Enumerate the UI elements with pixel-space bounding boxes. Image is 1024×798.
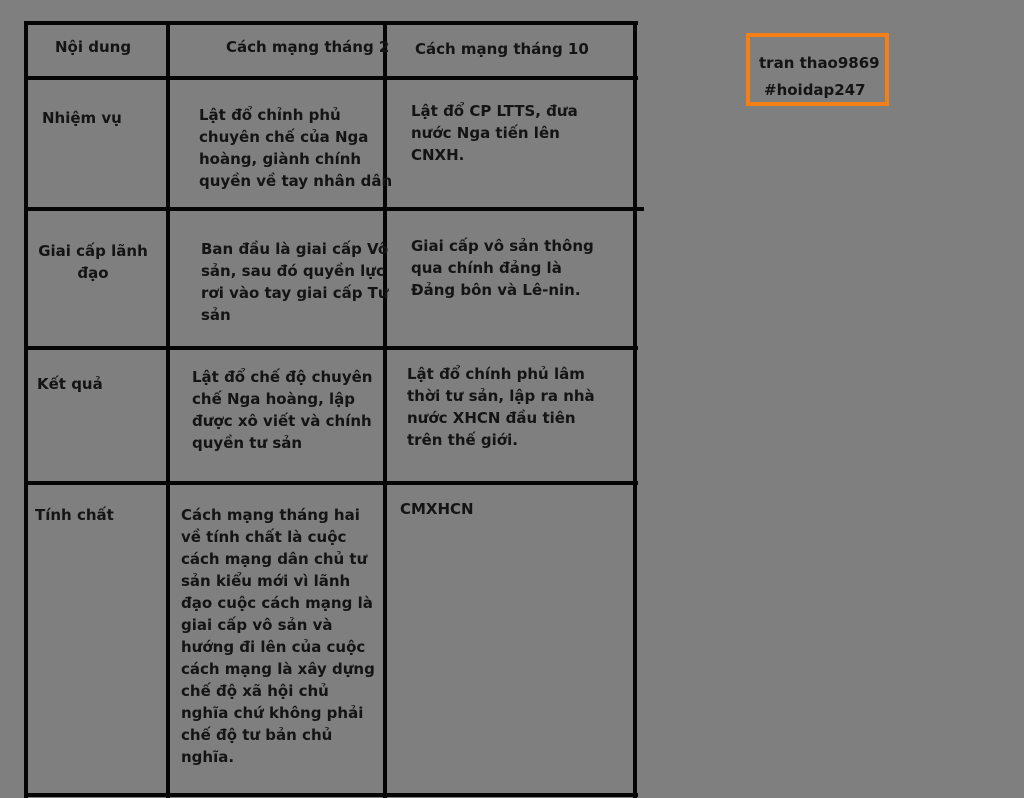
table-border-right <box>633 21 637 798</box>
table-row-divider <box>24 207 644 211</box>
row-label-leading-class: Giai cấp lãnh đạo <box>38 242 148 282</box>
table-row-divider <box>24 481 638 485</box>
header-cell-october: Cách mạng tháng 10 <box>415 40 589 58</box>
cell-nature-october: CMXHCN <box>400 500 474 518</box>
row-label-mission: Nhiệm vụ <box>42 109 122 127</box>
cell-result-october: Lật đổ chính phủ lâm thời tư sản, lập ra nhà nước XHCN đầu tiên trên thế giới. <box>407 365 595 449</box>
author-hashtag: #hoidap247 <box>764 81 866 99</box>
cell-mission-february: Lật đổ chỉnh phủ chuyên chế của Nga hoàng, giành chính quyền về tay nhân dân <box>199 106 393 190</box>
author-username: tran thao9869 <box>759 54 880 72</box>
cell-result-february: Lật đổ chế độ chuyên chế Nga hoàng, lập được xô viết và chính quyền tư sản <box>192 368 373 452</box>
row-label-nature: Tính chất <box>35 506 114 524</box>
cell-nature-february: Cách mạng tháng hai về tính chất là cuộc cách mạng dân chủ tư sản kiểu mới vì lãnh đạo cuộc cách mạng là giai cấp vô sản và hướng đi lên của cuộc cách mạng là xây dựng chế độ xã hội chủ nghĩa chứ không phải chế độ tư bản chủ nghĩa. <box>181 506 375 766</box>
table-row-divider <box>24 346 638 350</box>
header-cell-february: Cách mạng tháng 2 <box>226 38 390 56</box>
table-row-divider <box>24 76 638 80</box>
table-border-bottom <box>24 793 638 797</box>
table-border-top <box>24 21 638 25</box>
cell-leading-class-october: Giai cấp vô sản thông qua chính đảng là Đảng bôn và Lê-nin. <box>411 237 594 299</box>
table-column-divider <box>166 21 170 798</box>
row-label-result: Kết quả <box>37 375 103 393</box>
author-watermark-box <box>746 33 889 106</box>
cell-leading-class-february: Ban đầu là giai cấp Vô sản, sau đó quyền lực rơi vào tay giai cấp Tư sản <box>201 240 389 324</box>
cell-mission-october: Lật đổ CP LTTS, đưa nước Nga tiến lên CNXH. <box>411 102 578 164</box>
header-cell-content: Nội dung <box>55 38 132 56</box>
table-border-left <box>24 21 28 798</box>
